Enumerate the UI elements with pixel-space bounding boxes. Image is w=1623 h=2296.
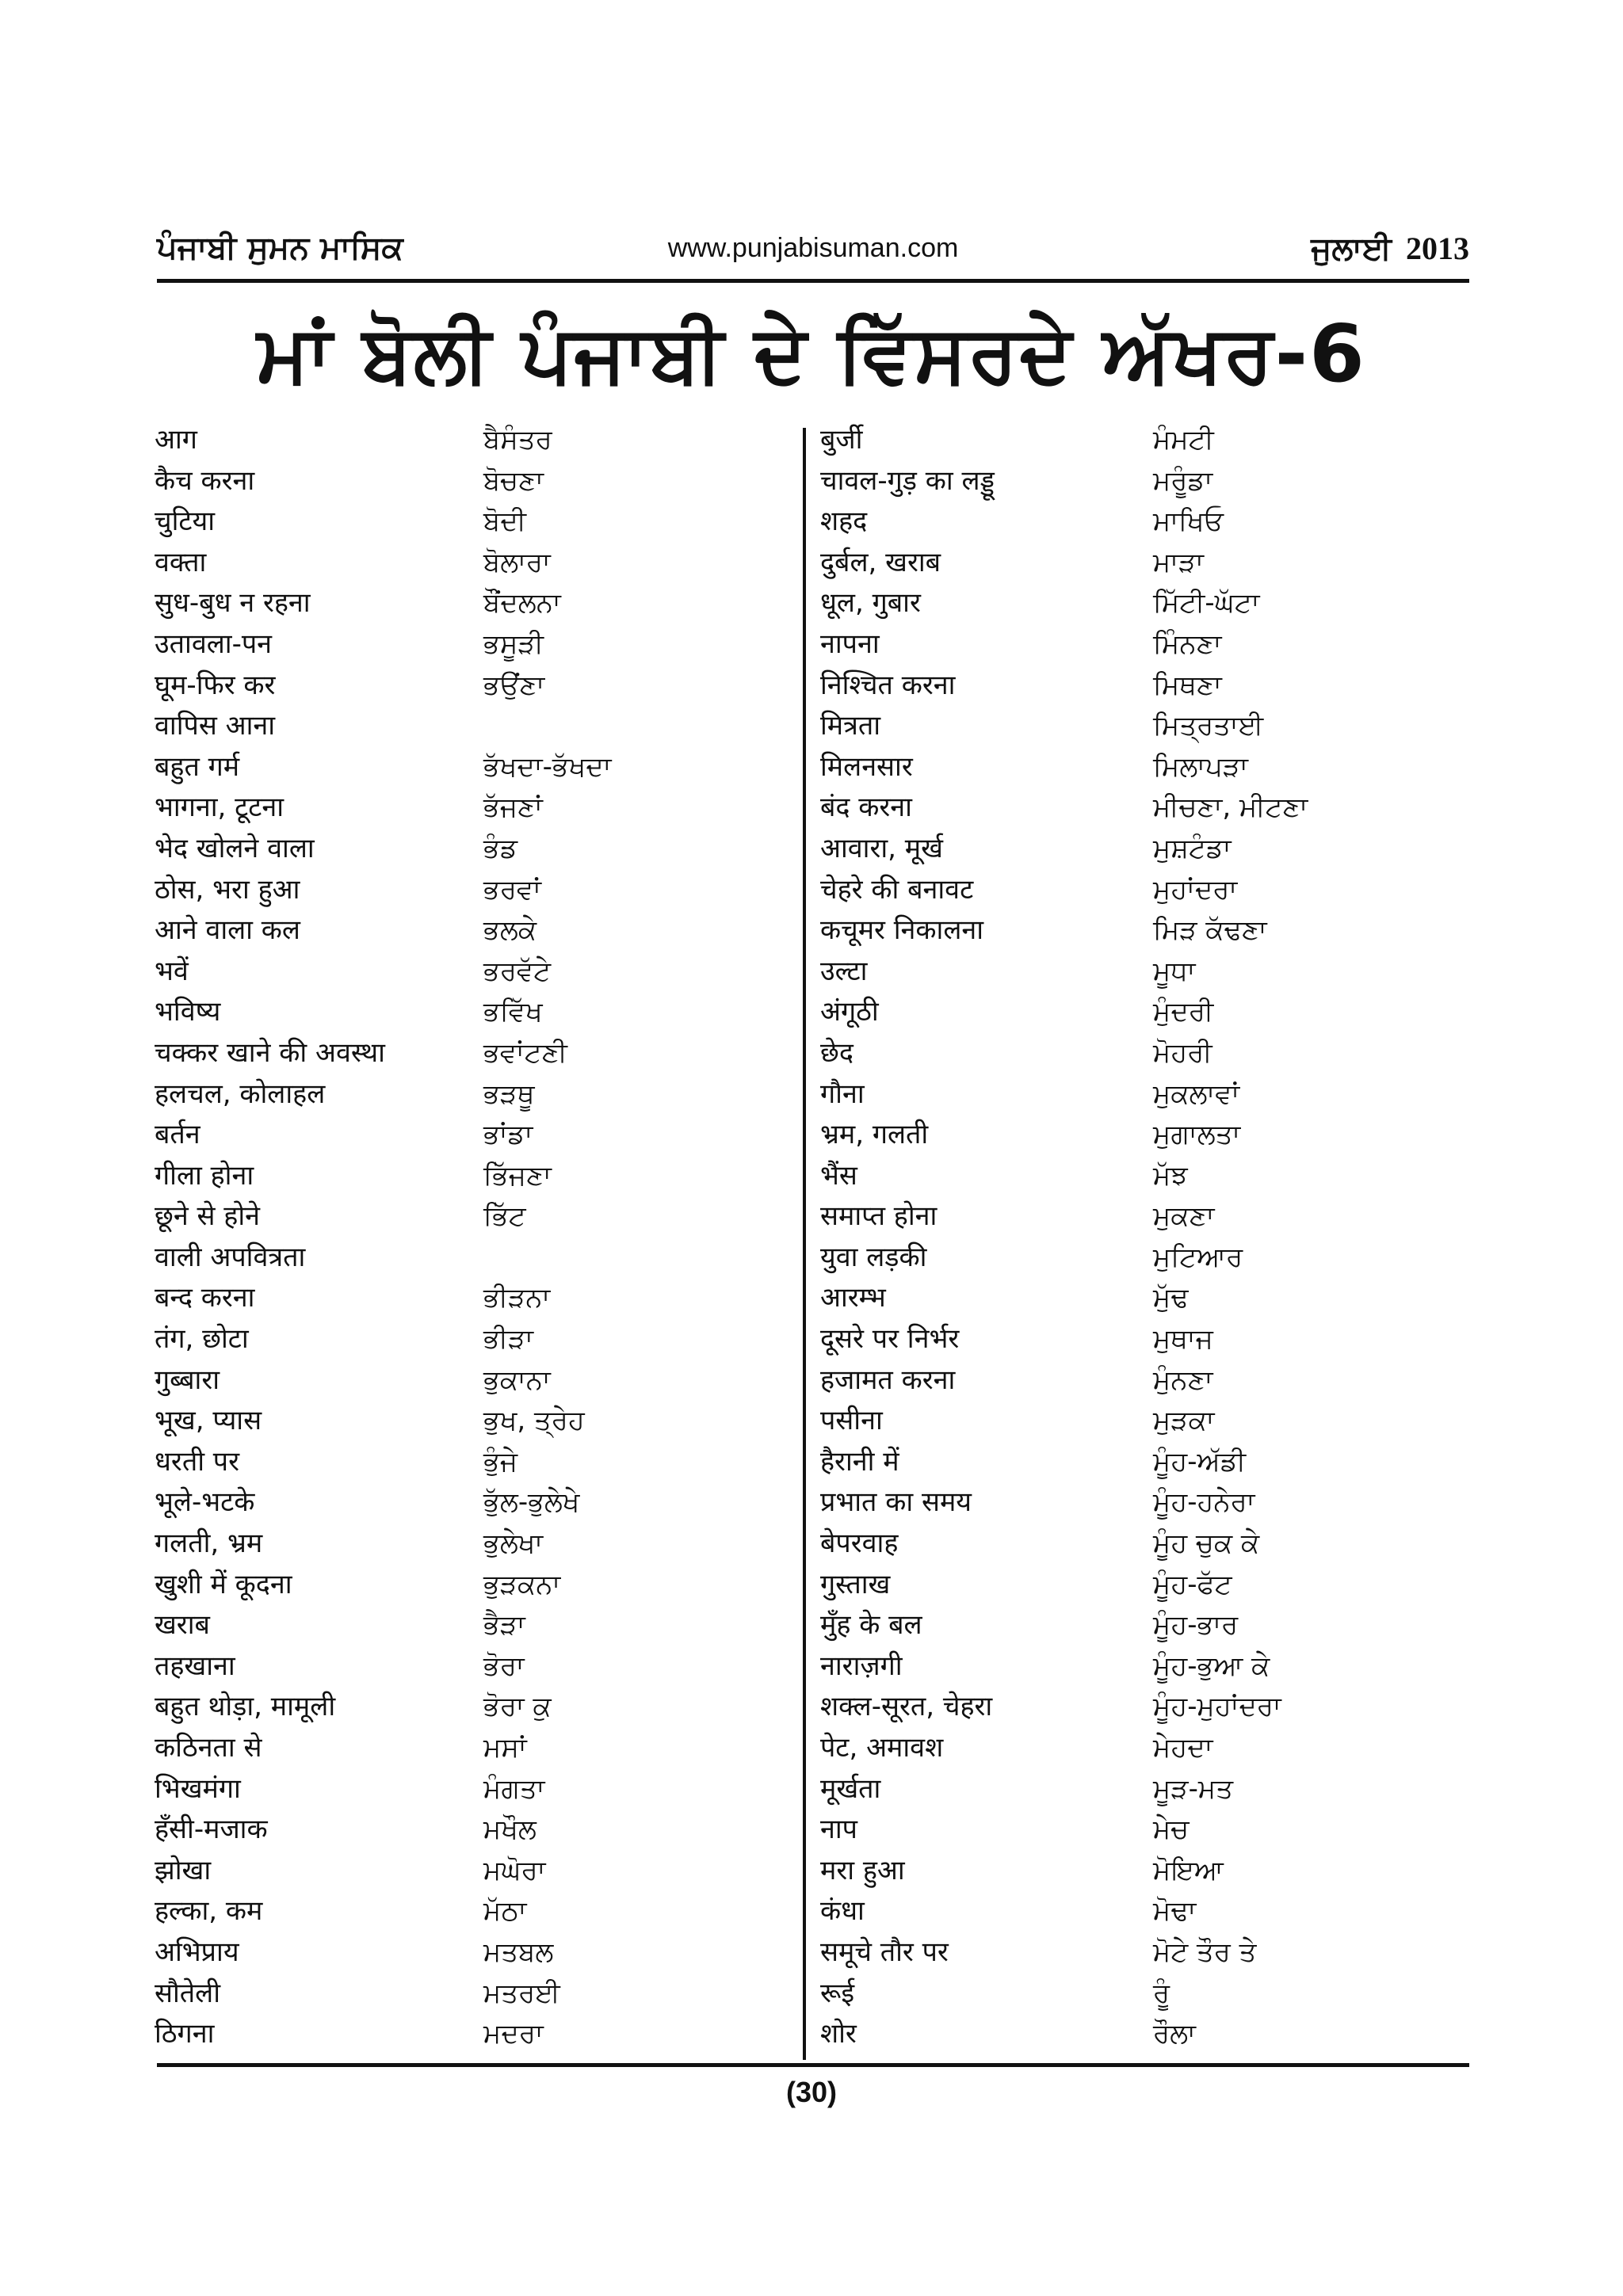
punjabi-word: ਮੋਢਾ	[1153, 1895, 1197, 1928]
word-row	[155, 829, 800, 870]
hindi-word: मुँह के बल	[820, 1609, 922, 1642]
word-row	[155, 624, 800, 666]
punjabi-word: ਭਿੱਜਣਾ	[483, 1159, 552, 1192]
word-row	[155, 1646, 800, 1688]
punjabi-word: ਮਿੱਟੀ-ਘੱਟਾ	[1153, 587, 1260, 620]
word-row	[155, 1851, 800, 1892]
word-row	[155, 1278, 800, 1319]
punjabi-word: ਮੁਕਣਾ	[1153, 1200, 1215, 1233]
word-row	[155, 1401, 800, 1442]
word-row	[820, 1524, 1470, 1565]
word-row	[820, 1482, 1470, 1524]
word-row	[820, 420, 1470, 461]
hindi-word: नापना	[820, 627, 880, 660]
punjabi-word: ਭਉਂਣਾ	[483, 669, 545, 701]
hindi-word: समाप्त होना	[820, 1200, 938, 1233]
hindi-word: गलती, भ्रम	[155, 1527, 263, 1560]
word-row	[155, 870, 800, 911]
word-row	[820, 1442, 1470, 1483]
word-row	[155, 1482, 800, 1524]
punjabi-word: ਮਿਲਾਪੜਾ	[1153, 750, 1248, 783]
punjabi-word: ਭਵਿੱਖ	[483, 996, 543, 1028]
hindi-word: भिखमंगा	[155, 1772, 241, 1805]
hindi-word: गुब्बारा	[155, 1363, 220, 1396]
punjabi-word: ਭੈੜਾ	[483, 1609, 525, 1642]
word-row	[155, 1605, 800, 1646]
hindi-word: प्रभात का समय	[820, 1486, 972, 1519]
punjabi-word: ਮਿੰਨਣਾ	[1153, 627, 1222, 660]
word-row	[820, 910, 1470, 952]
word-row	[820, 1033, 1470, 1074]
hindi-word: गौना	[820, 1077, 865, 1110]
punjabi-word: ਮੁਗਾਲਤਾ	[1153, 1119, 1241, 1151]
word-row	[820, 1238, 1470, 1279]
word-row	[820, 1565, 1470, 1606]
hindi-word: मित्रता	[820, 710, 881, 742]
punjabi-word: ਭਸੂੜੀ	[483, 627, 544, 660]
word-row	[155, 747, 800, 788]
punjabi-word: ਬੋਦੀ	[483, 505, 526, 538]
punjabi-word: ਮਰੂੰਡਾ	[1153, 464, 1213, 497]
word-row	[820, 1360, 1470, 1402]
header-rule	[157, 279, 1469, 283]
word-row	[820, 1932, 1470, 1974]
punjabi-word: ਭੱਖਦਾ-ਭੱਖਦਾ	[483, 750, 612, 783]
word-row	[155, 583, 800, 624]
word-row	[155, 1728, 800, 1769]
hindi-word: भैंस	[820, 1159, 857, 1192]
hindi-word: भूले-भटके	[155, 1486, 255, 1519]
hindi-word: सुध-बुध न रहना	[155, 587, 311, 620]
punjabi-word: ਮੋਟੇ ਤੌਰ ਤੇ	[1153, 1936, 1257, 1968]
punjabi-word: ਮਸਾਂ	[483, 1732, 527, 1764]
hindi-word: झोखा	[155, 1854, 212, 1886]
hindi-word: मिलनसार	[820, 750, 913, 783]
column-divider	[803, 428, 806, 2060]
punjabi-word: ਮਤਰਈ	[483, 1977, 560, 2009]
punjabi-word: ਮੰਮਟੀ	[1153, 424, 1214, 456]
hindi-word: भूख, प्यास	[155, 1405, 262, 1437]
page-title: ਮਾਂ ਬੋਲੀ ਪੰਜਾਬੀ ਦੇ ਵਿੱਸਰਦੇ ਅੱਖਰ-6	[257, 307, 1366, 400]
word-row	[820, 1974, 1470, 2015]
word-row	[155, 502, 800, 543]
punjabi-word: ਭੁਕਾਨਾ	[483, 1363, 551, 1396]
punjabi-word: ਮੰਗਤਾ	[483, 1772, 545, 1805]
word-row	[820, 2014, 1470, 2055]
punjabi-word: ਮੋਹਰੀ	[1153, 1036, 1212, 1069]
hindi-word: बहुत थोड़ा, मामूली	[155, 1691, 336, 1723]
word-row	[155, 1932, 800, 1974]
hindi-word: सौतेली	[155, 1977, 221, 2009]
right-word-column	[820, 420, 1470, 2055]
hindi-word: चेहरे की बनावट	[820, 873, 974, 906]
word-row	[820, 1605, 1470, 1646]
punjabi-word: ਬੌਂਦਲਨਾ	[483, 587, 561, 620]
hindi-word: हल्का, कम	[155, 1895, 263, 1928]
punjabi-word: ਮਦਰਾ	[483, 2018, 544, 2050]
punjabi-word: ਮਿਤ੍ਰਤਾਈ	[1153, 710, 1264, 742]
punjabi-word: ਭੋਰਾ	[483, 1650, 525, 1682]
word-row	[155, 1524, 800, 1565]
hindi-word: मरा हुआ	[820, 1854, 905, 1886]
word-row	[155, 420, 800, 461]
word-row	[820, 1728, 1470, 1769]
punjabi-word: ਭੰਡ	[483, 832, 517, 864]
word-row	[155, 1074, 800, 1116]
hindi-word: भेद खोलने वाला	[155, 832, 315, 864]
hindi-word: छेद	[820, 1036, 854, 1069]
hindi-word: गुस्ताख	[820, 1568, 891, 1600]
hindi-word: गीला होना	[155, 1159, 254, 1192]
punjabi-word: ਮੁੰਦਰੀ	[1153, 996, 1214, 1028]
word-row	[155, 2014, 800, 2055]
word-row	[155, 1565, 800, 1606]
hindi-word: मूर्खता	[820, 1772, 881, 1805]
punjabi-word: ਮਿਥਣਾ	[1153, 669, 1222, 701]
punjabi-word: ਬੈਸੰਤਰ	[483, 424, 552, 456]
word-row	[820, 1401, 1470, 1442]
punjabi-word: ਮੂੰਹ-ਮੁਹਾਂਦਰਾ	[1153, 1691, 1281, 1723]
word-row	[155, 1360, 800, 1402]
punjabi-word: ਮੁੱਢ	[1153, 1282, 1189, 1314]
hindi-word: नाप	[820, 1814, 857, 1846]
hindi-word: कैच करना	[155, 464, 255, 497]
punjabi-word: ਭੁਲੇਖਾ	[483, 1527, 544, 1560]
word-row	[820, 624, 1470, 666]
word-row	[820, 706, 1470, 747]
hindi-word: बुर्जी	[820, 424, 863, 456]
hindi-word: नाराज़गी	[820, 1650, 903, 1682]
page-number: (30)	[785, 2076, 838, 2108]
hindi-word: हजामत करना	[820, 1363, 956, 1396]
hindi-word: हलचल, कोलाहल	[155, 1077, 326, 1110]
word-row	[820, 1769, 1470, 1810]
word-row	[820, 992, 1470, 1033]
hindi-word: आवारा, मूर्ख	[820, 832, 943, 864]
hindi-word: हँसी-मजाक	[155, 1814, 268, 1846]
hindi-word: चक्कर खाने की अवस्था	[155, 1036, 385, 1069]
punjabi-word: ਮੇਚ	[1153, 1814, 1190, 1846]
hindi-word: दुर्बल, खराब	[820, 546, 941, 578]
punjabi-word: ਭਵਾਂਟਣੀ	[483, 1036, 567, 1069]
hindi-word: दूसरे पर निर्भर	[820, 1323, 960, 1356]
punjabi-word: ਮੁਸ਼ਟੰਡਾ	[1153, 832, 1232, 864]
word-row	[155, 1156, 800, 1197]
hindi-word: खराब	[155, 1609, 210, 1642]
punjabi-word: ਮੁਕਲਾਵਾਂ	[1153, 1077, 1240, 1110]
punjabi-word: ਮੂੰਹ-ਅੱਡੀ	[1153, 1445, 1247, 1478]
punjabi-word: ਮੂੰਹ-ਭੁਆ ਕੇ	[1153, 1650, 1270, 1682]
word-row	[155, 1974, 800, 2015]
hindi-word: पेट, अमावश	[820, 1732, 944, 1764]
punjabi-word: ਭਰਵੱਟੇ	[483, 955, 551, 987]
word-row	[820, 502, 1470, 543]
hindi-word: बहुत गर्म	[155, 750, 240, 783]
hindi-word: वाली अपवित्रता	[155, 1241, 306, 1273]
hindi-word: ठिगना	[155, 2018, 215, 2050]
punjabi-word: ਭੱਜਣਾਂ	[483, 791, 543, 824]
punjabi-word: ਰੂੰ	[1153, 1977, 1170, 2009]
word-row	[155, 1442, 800, 1483]
hindi-word: बन्द करना	[155, 1282, 255, 1314]
punjabi-word: ਮੂੰਹ-ਹਨੇਰਾ	[1153, 1486, 1255, 1519]
punjabi-word: ਮੱਠਾ	[483, 1895, 527, 1928]
punjabi-word: ਮਘੋਰਾ	[483, 1854, 546, 1886]
hindi-word: तहखाना	[155, 1650, 235, 1682]
word-row	[820, 870, 1470, 911]
punjabi-word: ਮੁੰਨਣਾ	[1153, 1363, 1213, 1396]
punjabi-word: ਮੁਥਾਜ	[1153, 1323, 1213, 1356]
hindi-word: खुशी में कूदना	[155, 1568, 292, 1600]
word-row	[155, 666, 800, 707]
issue-month: ਜੁਲਾਈ	[1311, 231, 1392, 267]
punjabi-word: ਮੁੜਕਾ	[1153, 1405, 1215, 1437]
hindi-word: अंगूठी	[820, 996, 879, 1028]
word-row	[155, 952, 800, 993]
word-row	[155, 788, 800, 829]
magazine-name: ਪੰਜਾਬੀ ਸੁਮਨ ਮਾਸਿਕ	[157, 230, 403, 266]
hindi-word: शहद	[820, 505, 868, 538]
hindi-word: बेपरवाह	[820, 1527, 899, 1560]
word-row	[820, 1278, 1470, 1319]
word-row	[820, 543, 1470, 584]
hindi-word: छूने से होने	[155, 1200, 261, 1233]
punjabi-word: ਮੂਧਾ	[1153, 955, 1196, 987]
hindi-word: वक्ता	[155, 546, 207, 578]
hindi-word: समूचे तौर पर	[820, 1936, 949, 1968]
hindi-word: उतावला-पन	[155, 627, 273, 660]
punjabi-word: ਮੀਚਣਾ, ਮੀਟਣਾ	[1153, 791, 1308, 824]
punjabi-word: ਮੇਹਦਾ	[1153, 1732, 1213, 1764]
word-row	[820, 829, 1470, 870]
punjabi-word: ਮਿੜ ਕੱਢਣਾ	[1153, 914, 1267, 947]
word-row	[820, 1851, 1470, 1892]
hindi-word: भवें	[155, 955, 189, 987]
hindi-word: वापिस आना	[155, 710, 276, 742]
word-row	[820, 1074, 1470, 1116]
punjabi-word: ਭਲਕੇ	[483, 914, 537, 947]
hindi-word: युवा लड़की	[820, 1241, 927, 1273]
punjabi-word: ਭਾਂਡਾ	[483, 1119, 533, 1151]
word-row	[820, 666, 1470, 707]
word-row	[820, 1115, 1470, 1156]
hindi-word: भागना, टूटना	[155, 791, 285, 824]
punjabi-word: ਮੁਹਾਂਦਰਾ	[1153, 873, 1238, 906]
word-row	[155, 1891, 800, 1932]
word-row	[820, 1810, 1470, 1851]
left-word-column	[155, 420, 800, 2055]
punjabi-word: ਬੋਲਾਰਾ	[483, 546, 551, 578]
page-header	[157, 222, 1469, 277]
hindi-word: बंद करना	[820, 791, 912, 824]
punjabi-word: ਮੂੰਹ-ਫੱਟ	[1153, 1568, 1232, 1600]
punjabi-word: ਭਿੱਟ	[483, 1200, 526, 1233]
punjabi-word: ਭੁੰਜੇ	[483, 1445, 518, 1478]
punjabi-word: ਮਾਖਿਓ	[1153, 505, 1224, 538]
hindi-word: रूई	[820, 1977, 855, 2009]
hindi-word: शक्ल-सूरत, चेहरा	[820, 1691, 993, 1723]
punjabi-word: ਮਖੌਲ	[483, 1814, 537, 1846]
hindi-word: शोर	[820, 2018, 857, 2050]
hindi-word: अभिप्राय	[155, 1936, 239, 1968]
word-row	[820, 1687, 1470, 1728]
word-row	[155, 992, 800, 1033]
punjabi-word: ਮੱਝ	[1153, 1159, 1188, 1192]
punjabi-word: ਭੜਥੂ	[483, 1077, 535, 1110]
issue-year: 2013	[1406, 231, 1469, 266]
hindi-word: कंधा	[820, 1895, 865, 1928]
punjabi-word: ਭੁੱਲ-ਭੁਲੇਖੇ	[483, 1486, 580, 1519]
hindi-word: चावल-गुड़ का लड्डू	[820, 464, 995, 497]
hindi-word: कठिनता से	[155, 1732, 262, 1764]
hindi-word: ठोस, भरा हुआ	[155, 873, 300, 906]
word-row	[155, 706, 800, 747]
punjabi-word: ਭੁਖ, ਤ੍ਰੇਹ	[483, 1405, 585, 1437]
word-row	[155, 1196, 800, 1238]
punjabi-word: ਮੋਇਆ	[1153, 1854, 1224, 1886]
punjabi-word: ਮੁਟਿਆਰ	[1153, 1241, 1243, 1273]
punjabi-word: ਮੂੜ-ਮਤ	[1153, 1772, 1233, 1805]
hindi-word: तंग, छोटा	[155, 1323, 249, 1356]
hindi-word: निश्चित करना	[820, 669, 956, 701]
word-row	[820, 1891, 1470, 1932]
hindi-word: बर्तन	[155, 1119, 200, 1151]
word-row	[155, 1769, 800, 1810]
word-row	[820, 583, 1470, 624]
word-row	[820, 1196, 1470, 1238]
word-row	[820, 1319, 1470, 1360]
punjabi-word: ਮਤਬਲ	[483, 1936, 554, 1968]
word-row	[155, 1238, 800, 1279]
punjabi-word: ਮੂੰਹ ਚੁਕ ਕੇ	[1153, 1527, 1260, 1560]
footer-rule	[157, 2063, 1469, 2067]
word-row	[155, 1687, 800, 1728]
punjabi-word: ਭੀੜਨਾ	[483, 1282, 551, 1314]
hindi-word: घूम-फिर कर	[155, 669, 276, 701]
hindi-word: धूल, गुबार	[820, 587, 921, 620]
hindi-word: आग	[155, 424, 197, 456]
punjabi-word: ਰੌਲਾ	[1153, 2018, 1196, 2050]
word-row	[820, 788, 1470, 829]
word-row	[155, 910, 800, 952]
hindi-word: आरम्भ	[820, 1282, 886, 1314]
punjabi-word: ਭੁੜਕਨਾ	[483, 1568, 561, 1600]
punjabi-word: ਭੋਰਾ ਕੁ	[483, 1691, 552, 1723]
word-row	[155, 1810, 800, 1851]
word-row	[155, 1033, 800, 1074]
word-row	[155, 1319, 800, 1360]
punjabi-word: ਬੋਚਣਾ	[483, 464, 544, 497]
word-row	[820, 952, 1470, 993]
word-row	[820, 1156, 1470, 1197]
word-row	[820, 461, 1470, 502]
hindi-word: पसीना	[820, 1405, 883, 1437]
hindi-word: कचूमर निकालना	[820, 914, 984, 947]
punjabi-word: ਭੀੜਾ	[483, 1323, 534, 1356]
hindi-word: धरती पर	[155, 1445, 240, 1478]
word-row	[820, 747, 1470, 788]
hindi-word: भ्रम, गलती	[820, 1119, 929, 1151]
hindi-word: हैरानी में	[820, 1445, 899, 1478]
punjabi-word: ਮਾੜਾ	[1153, 546, 1205, 578]
word-row	[155, 461, 800, 502]
hindi-word: उल्टा	[820, 955, 868, 987]
hindi-word: आने वाला कल	[155, 914, 300, 947]
issue-date	[1311, 230, 1469, 267]
word-row	[155, 543, 800, 584]
punjabi-word: ਮੂੰਹ-ਭਾਰ	[1153, 1609, 1239, 1642]
hindi-word: भविष्य	[155, 996, 221, 1028]
hindi-word: चुटिया	[155, 505, 216, 538]
punjabi-word: ਭਰਵਾਂ	[483, 873, 541, 906]
word-row	[155, 1115, 800, 1156]
word-row	[820, 1646, 1470, 1688]
website-url: www.punjabisuman.com	[667, 233, 959, 263]
